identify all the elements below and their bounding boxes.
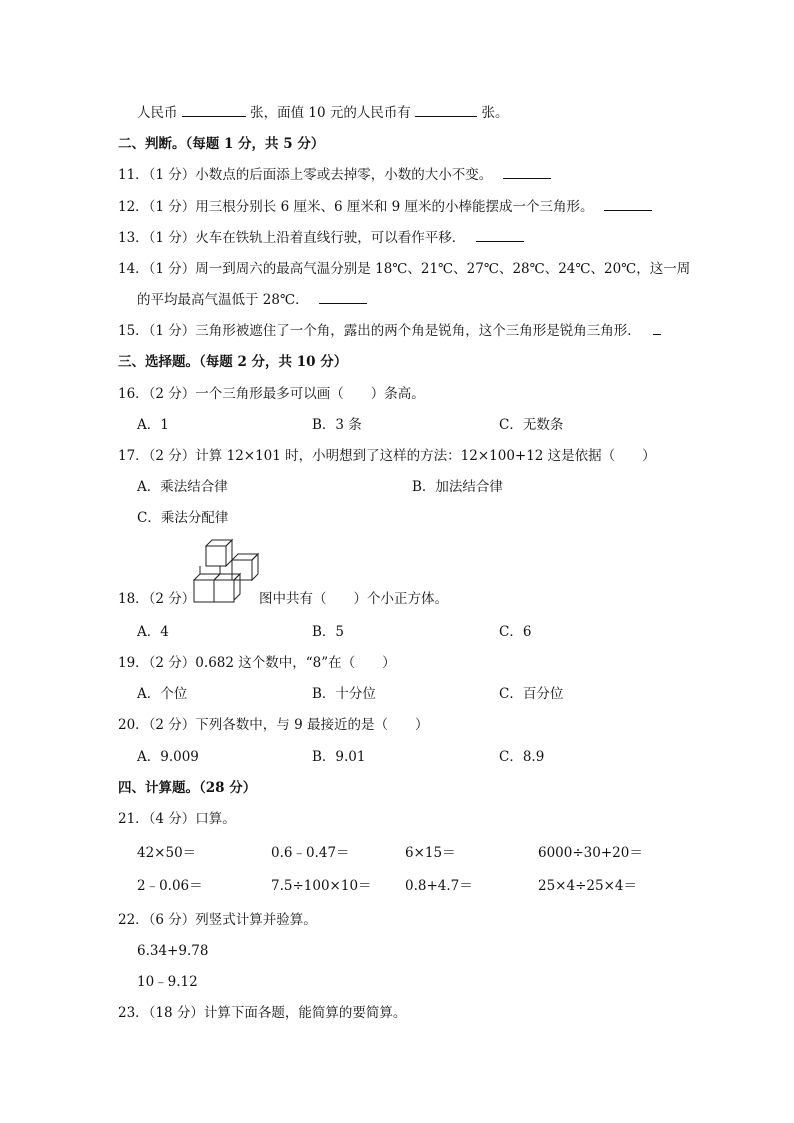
question-text: 13．（1 分）火车在铁轨上沿着直线行驶，可以看作平移． (118, 230, 466, 246)
option-a[interactable]: A．9.009 (137, 749, 199, 765)
oral-calc-item: 25×4÷25×4＝ (538, 878, 637, 894)
question-14-cont (137, 291, 367, 309)
answer-blank[interactable] (319, 291, 367, 304)
carry-text-3: 张。 (481, 105, 509, 121)
option-c[interactable]: C．8.9 (499, 749, 545, 765)
question-text: 14．（1 分）周一到周六的最高气温分别是 18℃、21℃、27℃、28℃、24℃、20℃，这一周 (118, 261, 691, 277)
vertical-calc-expr: 10﹣9.12 (137, 974, 198, 990)
question-14 (118, 260, 690, 278)
vertical-calc-expr: 6.34+9.78 (137, 943, 209, 959)
question-13 (118, 229, 524, 247)
oral-calc-item: 6000÷30+20＝ (538, 845, 643, 861)
question-21: 21．（4 分）口算。 (118, 811, 236, 827)
question-23: 23．（18 分）计算下面各题，能简算的要简算。 (118, 1005, 407, 1021)
carry-text-1: 人民币 (137, 105, 182, 121)
question-text: 11．（1 分）小数点的后面添上零或去掉零，小数的大小不变。 (118, 167, 493, 183)
option-a[interactable]: A．乘法结合律 (137, 479, 228, 495)
oral-calc-item: 2﹣0.06＝ (137, 878, 203, 894)
question-17: 17．（2 分）计算 12×101 时，小明想到了这样的方法：12×100+12 这是依据（ ） (118, 448, 656, 464)
answer-blank[interactable] (476, 229, 524, 242)
option-c[interactable]: C．6 (499, 624, 532, 640)
question-18 (118, 590, 195, 608)
cubes-figure (192, 538, 262, 606)
answer-blank[interactable] (653, 322, 661, 335)
question-16: 16．（2 分）一个三角形最多可以画（ ）条高。 (118, 386, 425, 402)
oral-calc-item: 0.6﹣0.47＝ (271, 845, 350, 861)
option-c[interactable]: C．无数条 (499, 417, 564, 433)
option-a[interactable]: A．1 (137, 417, 169, 433)
section4-heading: 四、计算题。（28 分） (118, 780, 257, 796)
question-text: 15．（1 分）三角形被遮住了一个角，露出的两个角是锐角，这个三角形是锐角三角形． (118, 323, 641, 339)
option-b[interactable]: B．十分位 (312, 686, 376, 702)
section3-heading: 三、选择题。（每题 2 分，共 10 分） (118, 354, 348, 370)
option-c[interactable]: C．百分位 (499, 686, 564, 702)
answer-blank[interactable] (604, 198, 652, 211)
question-20: 20．（2 分）下列各数中，与 9 最接近的是（ ） (118, 717, 429, 733)
question-text: 18．（2 分） (118, 591, 196, 607)
carry-line (137, 104, 508, 122)
question-19: 19．（2 分）0.682 这个数中，“8”在（ ） (118, 655, 396, 671)
option-a[interactable]: A．个位 (137, 686, 188, 702)
option-b[interactable]: B．3 条 (312, 417, 362, 433)
answer-blank[interactable] (182, 104, 246, 117)
oral-calc-item: 6×15＝ (405, 845, 456, 861)
question-11 (118, 166, 551, 184)
question-text: 的平均最高气温低于 28℃． (137, 292, 309, 308)
option-c[interactable]: C．乘法分配律 (137, 510, 229, 526)
answer-blank[interactable] (415, 104, 477, 117)
carry-text-2: 张，面值 10 元的人民币有 (250, 105, 416, 121)
section2-heading: 二、判断。（每题 1 分，共 5 分） (118, 136, 325, 152)
option-a[interactable]: A．4 (137, 624, 169, 640)
option-b[interactable]: B．加法结合律 (412, 479, 503, 495)
question-22: 22．（6 分）列竖式计算并验算。 (118, 912, 317, 928)
option-b[interactable]: B．5 (312, 624, 345, 640)
question-text: 12．（1 分）用三根分别长 6 厘米、6 厘米和 9 厘米的小棒能摆成一个三角形。 (118, 199, 594, 215)
oral-calc-item: 42×50＝ (137, 845, 197, 861)
oral-calc-item: 0.8+4.7＝ (405, 878, 473, 894)
option-b[interactable]: B．9.01 (312, 749, 366, 765)
question-18-tail: 图中共有（ ）个小正方体。 (259, 591, 448, 607)
answer-blank[interactable] (503, 166, 551, 179)
question-12 (118, 198, 652, 216)
question-15 (118, 322, 661, 340)
oral-calc-item: 7.5÷100×10＝ (271, 878, 372, 894)
